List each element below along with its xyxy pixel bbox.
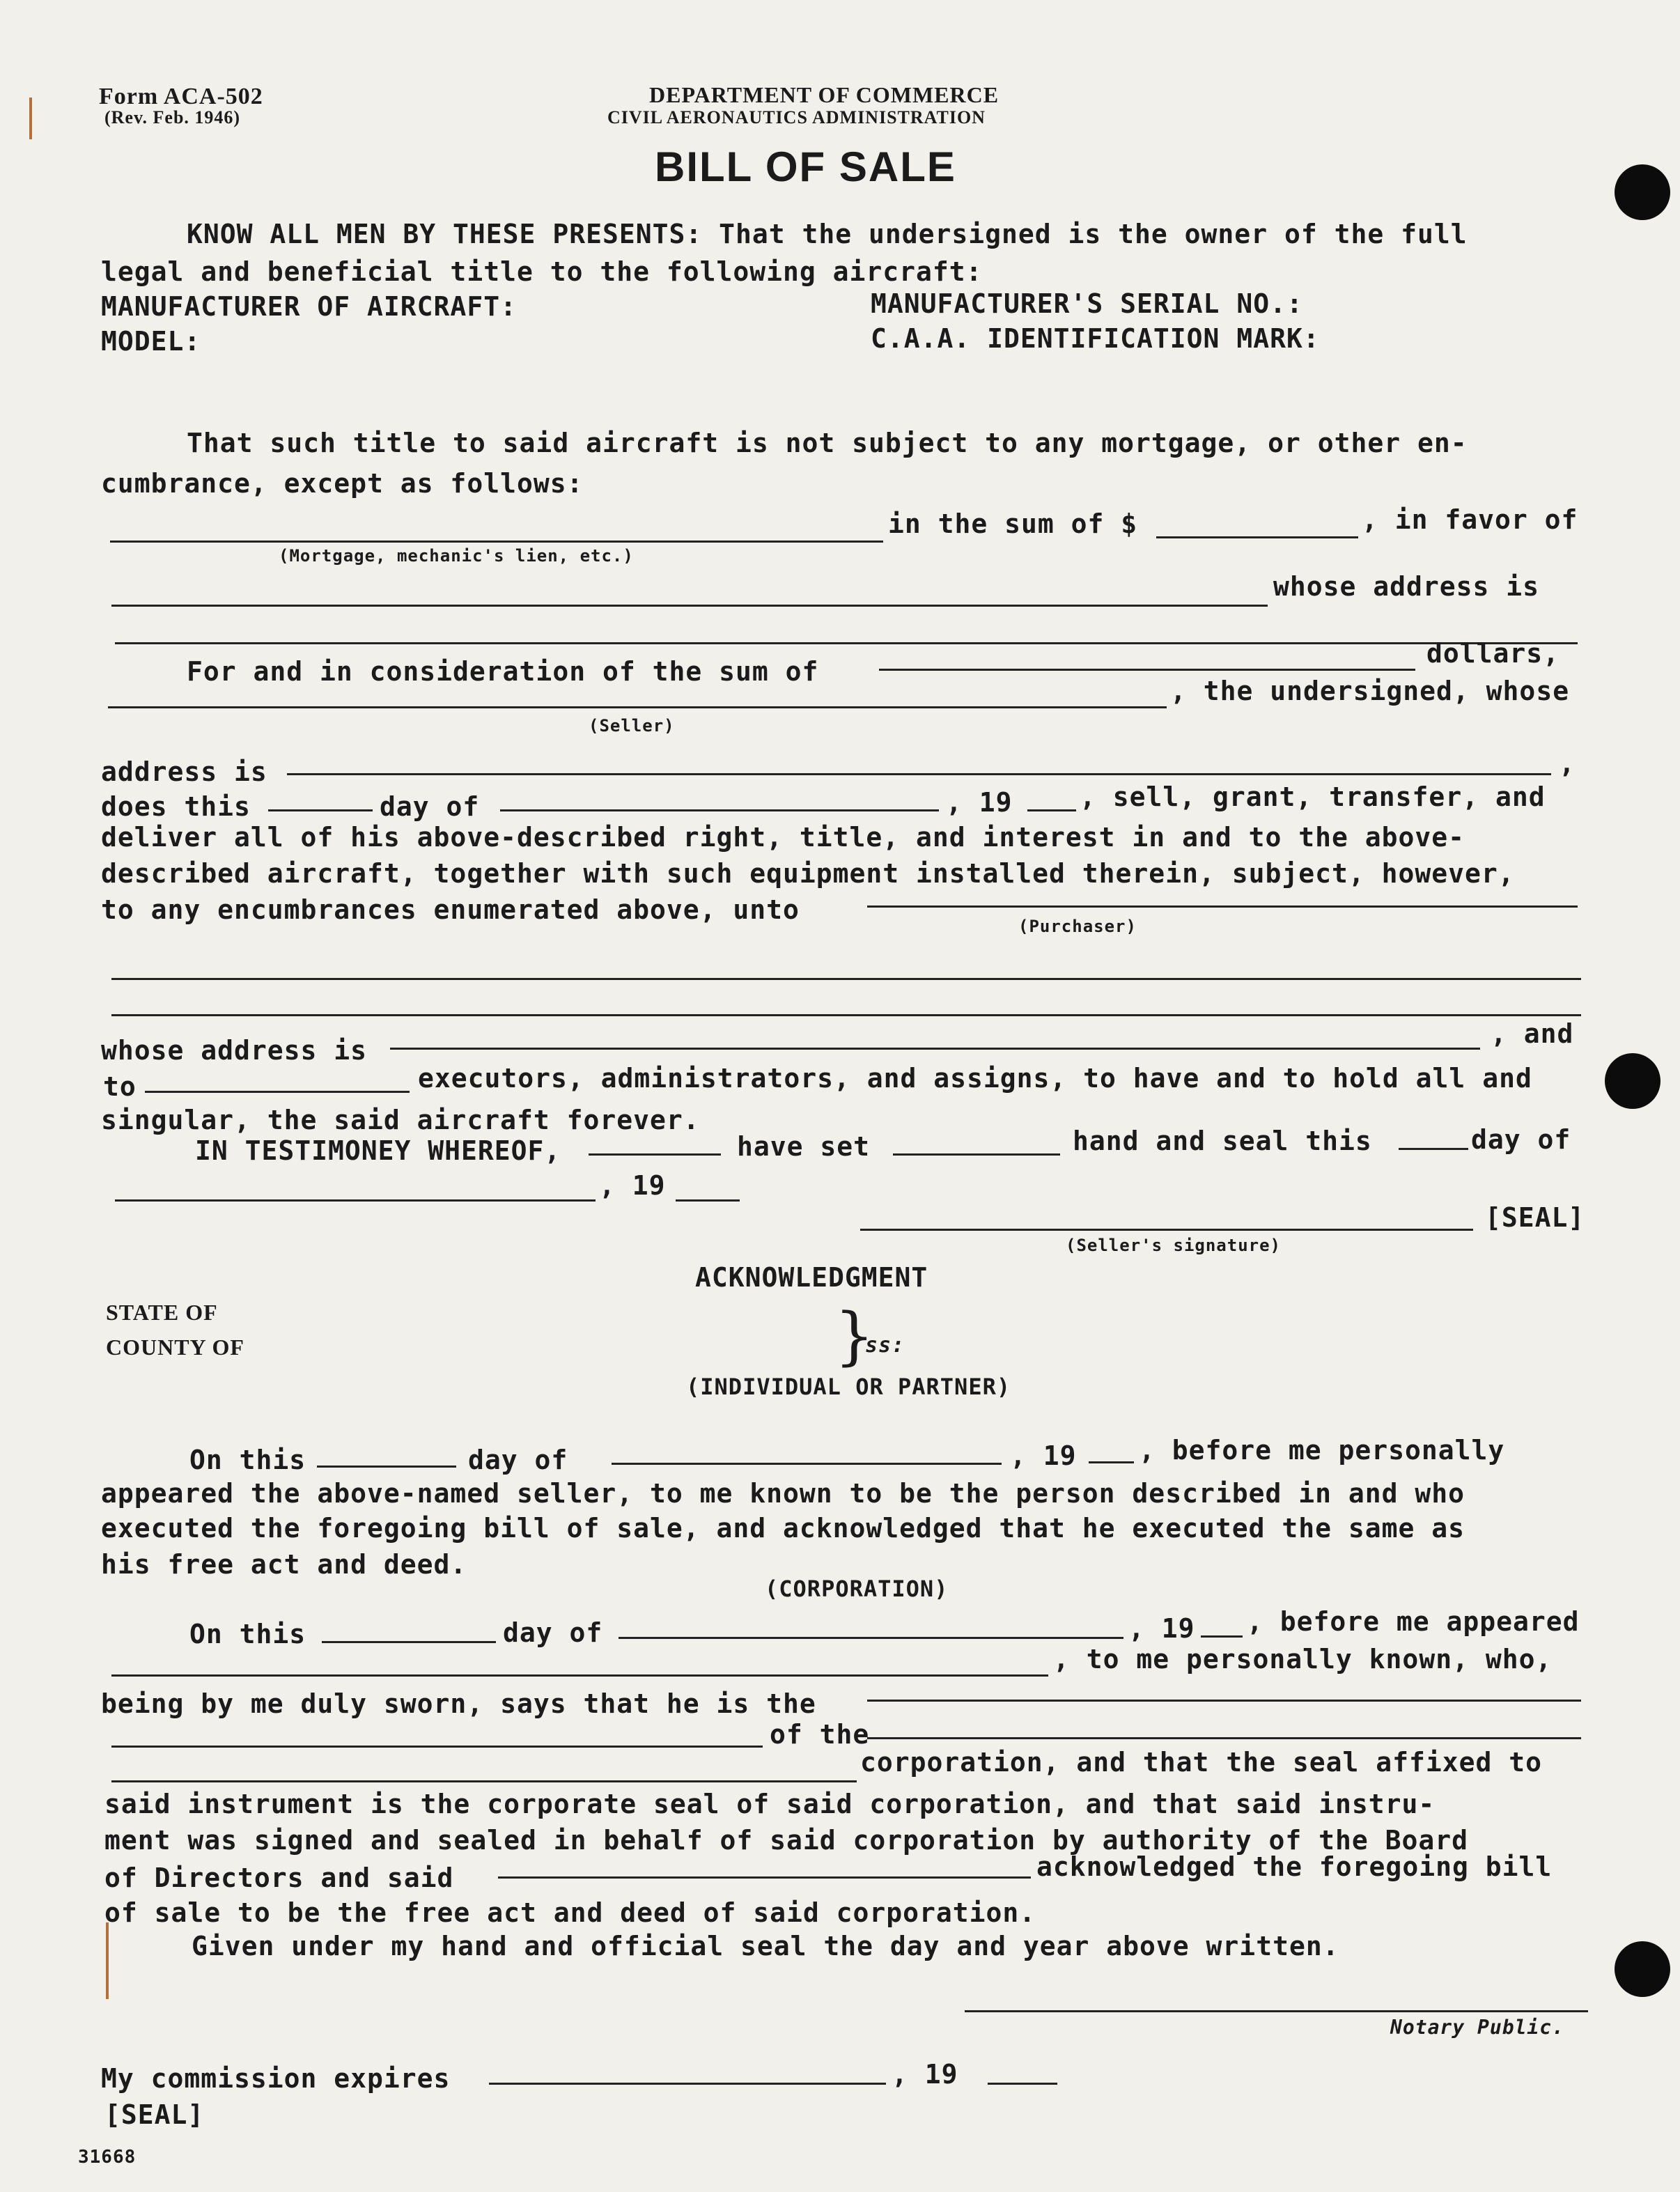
corp-name-field[interactable] [111, 1780, 857, 1782]
undersigned-whose-label: , the undersigned, whose [1170, 676, 1570, 706]
encumbrance-line-1: That such title to said aircraft is not subject to any mortgage, or other en- [187, 428, 1468, 458]
seller-name-field[interactable] [108, 706, 1167, 708]
corp-on-this-label: On this [189, 1619, 306, 1649]
corp-before-label: , before me appeared [1247, 1606, 1580, 1637]
corp-directors-label: of Directors and said [104, 1863, 454, 1893]
caa-mark-label: C.A.A. IDENTIFICATION MARK: [871, 323, 1320, 354]
agency-name: CIVIL AERONAUTICS ADMINISTRATION [607, 107, 986, 127]
seller-signature-field[interactable] [860, 1229, 1473, 1231]
seller-address-comma: , [1559, 748, 1576, 779]
corp-name-extra-field[interactable] [867, 1737, 1581, 1739]
corp-said-instrument-line: said instrument is the corporate seal of said corporation, and that said instru- [104, 1789, 1436, 1819]
ack-month-field[interactable] [612, 1463, 1002, 1465]
does-this-label: does this [101, 791, 251, 822]
seller-address-field[interactable] [287, 773, 1551, 775]
to-any-line: to any encumbrances enumerated above, unto [101, 894, 800, 925]
lienholder-address-field[interactable] [115, 642, 1578, 644]
punch-hole-top [1615, 164, 1670, 220]
corp-being-sworn-label: being by me duly sworn, says that he is the [101, 1688, 816, 1719]
commission-date-field[interactable] [489, 2083, 886, 2085]
corporation-heading: (CORPORATION) [765, 1576, 949, 1602]
encumbrance-line-2: cumbrance, except as follows: [101, 468, 584, 499]
serial-number-label: MANUFACTURER'S SERIAL NO.: [871, 288, 1303, 319]
in-sum-label: in the sum of $ [888, 508, 1138, 539]
ack-before-label: , before me personally [1139, 1435, 1505, 1466]
staple-stain-bottom [106, 1922, 109, 1999]
ack-day-of-label: day of [468, 1445, 568, 1475]
notary-seal-label: [SEAL] [104, 2099, 205, 2130]
and-label: , and [1491, 1018, 1574, 1049]
sale-day-field[interactable] [268, 809, 373, 811]
sale-year-field[interactable] [1027, 809, 1076, 811]
purchaser-address-field[interactable] [390, 1048, 1480, 1050]
purchaser-address-label: whose address is [101, 1035, 368, 1066]
commission-year-field[interactable] [988, 2083, 1057, 2085]
pronoun-field[interactable] [145, 1091, 410, 1093]
corp-officer-ack-field[interactable] [498, 1876, 1031, 1879]
commission-year-prefix: , 19 [892, 2059, 958, 2090]
punch-hole-bottom [1615, 1941, 1670, 1997]
corp-personally-known-label: , to me personally known, who, [1053, 1644, 1553, 1674]
purchaser-caption: (Purchaser) [1018, 917, 1137, 936]
in-favor-label: , in favor of [1362, 504, 1578, 535]
whose-address-label: whose address is [1273, 571, 1540, 602]
corp-day-of-label: day of [503, 1617, 603, 1648]
model-label: MODEL: [101, 326, 201, 357]
purchaser-name-continued-field[interactable] [111, 978, 1581, 980]
corp-acknowledged-label: acknowledged the foregoing bill [1036, 1851, 1553, 1882]
notary-signature-field[interactable] [965, 2010, 1588, 2012]
corp-seal-affixed-label: corporation, and that the seal affixed to [860, 1747, 1542, 1778]
county-of-label: COUNTY OF [106, 1335, 244, 1360]
mortgage-caption: (Mortgage, mechanic's lien, etc.) [279, 546, 634, 566]
staple-stain-top [29, 98, 32, 139]
hand-seal-label: hand and seal this [1073, 1126, 1372, 1156]
sale-month-field[interactable] [500, 809, 939, 811]
manufacturer-label: MANUFACTURER OF AIRCRAFT: [101, 291, 517, 322]
corp-given-under-line: Given under my hand and official seal the day and year above written. [192, 1931, 1339, 1961]
seller-caption: (Seller) [589, 716, 675, 736]
corp-title-field[interactable] [867, 1700, 1581, 1702]
seller-address-label: address is [101, 756, 267, 787]
form-title: BILL OF SALE [655, 143, 956, 190]
testimony-day-field[interactable] [1399, 1148, 1468, 1150]
ss-label: ss: [865, 1333, 905, 1358]
corp-title-continued-field[interactable] [111, 1746, 763, 1748]
have-set-label: have set [737, 1131, 871, 1162]
purchaser-name-field[interactable] [867, 905, 1578, 908]
testimony-label: IN TESTIMONEY WHEREOF, [195, 1135, 561, 1166]
intro-line-1: KNOW ALL MEN BY THESE PRESENTS: That the undersigned is the owner of the full [187, 219, 1468, 249]
ack-appeared-line: appeared the above-named seller, to me known to be the person described in and who [101, 1478, 1465, 1509]
dollars-label: dollars, [1426, 638, 1560, 669]
ack-day-field[interactable] [317, 1466, 456, 1468]
testimony-pronoun-field[interactable] [589, 1153, 721, 1156]
notary-public-label: Notary Public. [1390, 2016, 1565, 2039]
ack-executed-line: executed the foregoing bill of sale, and acknowledged that he executed the same as [101, 1513, 1465, 1544]
purchaser-name-extra-field[interactable] [111, 1014, 1581, 1016]
form-revision: (Rev. Feb. 1946) [104, 107, 241, 127]
seller-seal-label: [SEAL] [1485, 1202, 1585, 1233]
lienholder-name-field[interactable] [111, 605, 1268, 607]
day-of-label: day of [380, 791, 480, 822]
described-line: described aircraft, together with such equipment installed therein, subject, however, [101, 858, 1515, 889]
corp-year-prefix: , 19 [1128, 1613, 1195, 1644]
punch-hole-middle [1605, 1053, 1660, 1109]
ack-on-this-label: On this [189, 1445, 306, 1475]
mortgage-amount-field[interactable] [1156, 536, 1358, 538]
commission-expires-label: My commission expires [101, 2063, 451, 2094]
testimony-year-field[interactable] [676, 1199, 740, 1202]
individual-heading: (INDIVIDUAL OR PARTNER) [686, 1374, 1011, 1400]
consideration-amount-field[interactable] [879, 669, 1415, 671]
ss-brace: } [834, 1300, 875, 1373]
to-label: to [103, 1071, 137, 1102]
corp-day-field[interactable] [322, 1641, 496, 1643]
corp-of-sale-line: of sale to be the free act and deed of said corporation. [104, 1897, 1036, 1928]
mortgage-field[interactable] [110, 541, 883, 543]
testimony-year-prefix: , 19 [599, 1170, 666, 1201]
sale-year-prefix: , 19 [946, 787, 1013, 818]
testimony-day-of-label: day of [1471, 1124, 1571, 1155]
corp-ment-was-line: ment was signed and sealed in behalf of said corporation by authority of the Board [104, 1825, 1468, 1856]
sell-grant-label: , sell, grant, transfer, and [1080, 782, 1546, 812]
intro-line-2: legal and beneficial title to the following aircraft: [101, 256, 983, 287]
department-name: DEPARTMENT OF COMMERCE [649, 82, 1000, 107]
corp-month-field[interactable] [619, 1637, 1123, 1639]
state-of-label: STATE OF [106, 1300, 218, 1325]
acknowledgment-heading: ACKNOWLEDGMENT [695, 1262, 928, 1293]
corp-year-field[interactable] [1201, 1635, 1243, 1638]
form-number: Form ACA-502 [99, 84, 263, 109]
corp-of-the-label: of the [770, 1719, 870, 1750]
deliver-line: deliver all of his above-described right, title, and interest in and to the above- [101, 822, 1465, 853]
singular-line: singular, the said aircraft forever. [101, 1105, 700, 1135]
corp-officer-name-field[interactable] [111, 1674, 1048, 1677]
testimony-possessive-field[interactable] [893, 1153, 1060, 1156]
executors-line: executors, administrators, and assigns, to have and to hold all and [418, 1063, 1532, 1094]
ack-year-field[interactable] [1089, 1461, 1134, 1463]
ack-year-prefix: , 19 [1010, 1440, 1077, 1471]
testimony-month-field[interactable] [115, 1199, 596, 1202]
seller-signature-caption: (Seller's signature) [1066, 1236, 1281, 1255]
ack-free-act-line: his free act and deed. [101, 1549, 467, 1580]
stock-number: 31668 [78, 2147, 137, 2168]
consideration-label: For and in consideration of the sum of [187, 656, 819, 687]
